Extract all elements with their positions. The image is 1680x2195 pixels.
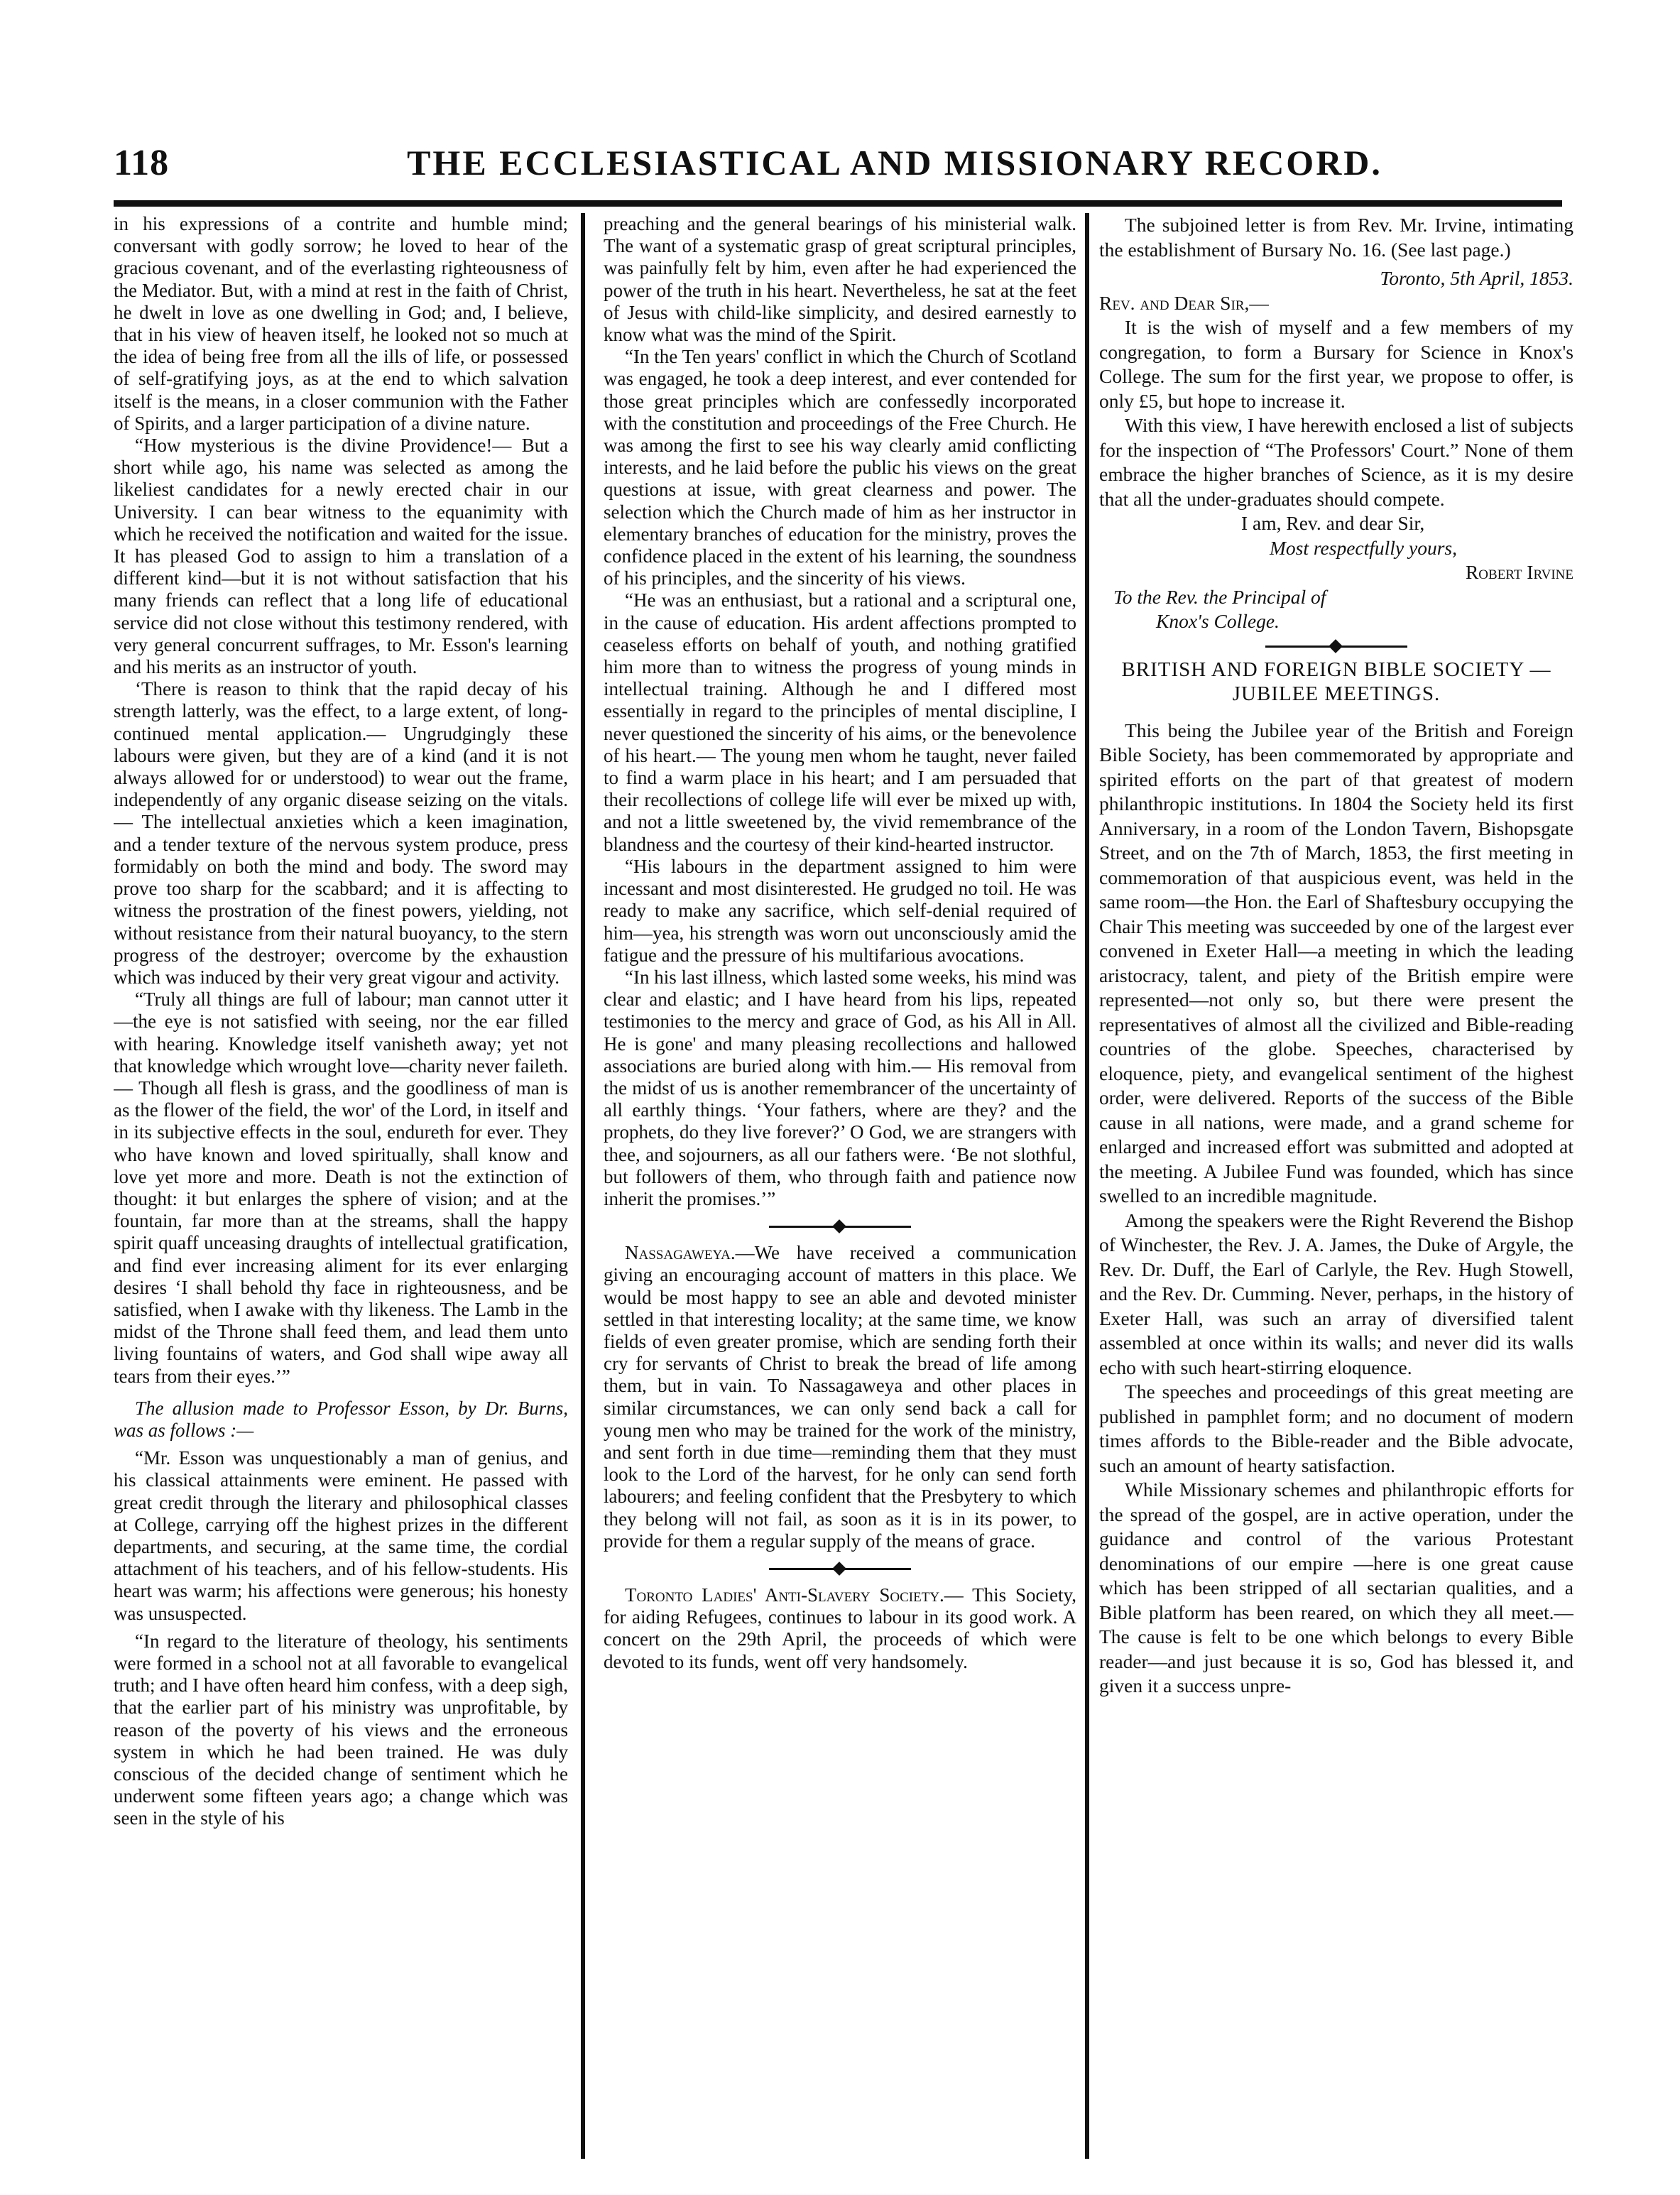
paragraph: “His labours in the department assigned to him were incessant and most disinterested. He grudged no toil. He was ready to make any sacrifice, which self-denial required of him—yea, his strength was worn out unconsciously amid the fatigue and the pressure of his multifarious avocations. (604, 855, 1076, 966)
paragraph: “He was an enthusiast, but a rational and a scriptural one, in the cause of education. His ardent affections prompted to ceaseless efforts on behalf of youth, and nothing gratified him more than to witness the progress of young minds in intellectual training. Although he and I differed most essentially in regard to the principles of mental discipline, I never questioned the sincerity of his aims, or the benevolence of his heart.— The young men whom he taught, never failed to find a warm place in his heart; and I am persuaded that their recollections of college life will ever be mixed up with, and not a little sweetened by, the vivid remembrance of the blandness and the courtesy of their kind-hearted instructor. (604, 589, 1076, 855)
news-item (604, 1242, 1076, 1552)
dateline: Toronto, 5th April, 1853. (1380, 267, 1573, 289)
column-left (114, 213, 568, 2159)
news-item-text: — This Society, for aiding Refugees, continues to labour in its good work. A concert on the 29th April, the proceeds of which were devoted to its funds, went off very handsomely. (604, 1584, 1076, 1672)
paragraph: “How mysterious is the divine Providence!— But a short while ago, his name was selected as among the likeliest candidates for a newly erected chair in our University. I can bear witness to the equanimity with which he received the notification and waited for the issue. It has pleased God to assign to him a translation of a different kind—but it is not without satisfaction that his many friends can reflect that a long life of educational service did not close without this testimony rendered, with very general concurrent suffrages, to Mr. Esson's learning and his merits as an instructor of youth. (114, 435, 568, 678)
paragraph: It is the wish of myself and a few members of my congregation, to form a Bursary for Science in Knox's College. The sum for the first year, we propose to offer, is only £5, but hope to increase it. (1099, 316, 1573, 412)
paragraph: The subjoined letter is from Rev. Mr. Irvine, intimating the establishment of Bursary No. 16. (See last page.) (1099, 214, 1573, 261)
paragraph: With this view, I have herewith enclosed a list of subjects for the inspection of “The Professors' Court.” None of them embrace the higher branches of Science, as it is my desire that all the under-graduates should compete. (1099, 414, 1573, 510)
section-title: BRITISH AND FOREIGN BIBLE SOCIETY —JUBILEE MEETINGS. (1121, 658, 1551, 705)
closing: Most respectfully yours, (1270, 536, 1458, 559)
news-item-text: —We have received a communication giving an encouraging account of matters in this place. We would be most happy to see an able and devoted minister settled in that interesting locality; at the same time, we know fields of even greater promise, which are sending forth their cry for servants of Christ to break the bread of life among them, but in vain. To Nassagaweya and other places in similar circumstances, we can only send back a call for young men who may be trained for the work of the ministry, and sent forth in due time—reminding them that they must look to the Lord of the harvest, for he only can send forth labourers; and feeling confident that the Presbytery to which they belong will not fail, as soon as it is in its power, to provide for them a regular supply of the means of grace. (604, 1242, 1076, 1552)
paragraph (114, 1630, 568, 1830)
column-divider (581, 213, 585, 2159)
section-separator (769, 1226, 911, 1228)
page-number: 118 (114, 143, 170, 183)
page-header (114, 142, 1527, 199)
paragraph: preaching and the general bearings of his ministerial walk. The want of a systematic grasp of great scriptural principles, was painfully felt by him, even after he had experienced the power of the truth in his heart. Nevertheless, he sat at the feet of Jesus with child-like simplicity, and desired earnestly to know what was the mind of the Spirit. (604, 213, 1076, 346)
header-rule (114, 200, 1562, 207)
news-item-label: Toronto Ladies' Anti-Slavery Society. (625, 1584, 944, 1606)
section-separator (1265, 646, 1407, 648)
paragraph: “In his last illness, which lasted some weeks, his mind was clear and elastic; and I have heard from his lips, repeated testimonies to the mercy and grace of God, as his All in All. He is gone' and many pleasing recollections and hallowed associations are buried along with him.— His removal from the midst of us is another remembrancer of the uncertainty of all earthly things. ‘Your fathers, where are they? and the prophets, do they live forever?’ O God, we are strangers with thee, and sojourners, as all our fathers were. ‘Be not slothful, but followers of them, who through faith and patience now inherit the promises.’” (604, 966, 1076, 1209)
paragraph: While Missionary schemes and philanthropic efforts for the spread of the gospel, are in active operation, under the guidance and control of the various Protestant denominations of our empire —here is one great cause which has been stripped of all sectarian qualities, and a Bible platform has been reared, on which they all meet.— The cause is felt to be one which belongs to every Bible reader—and just because it is so, God has blessed it, and given it a success unpre- (1099, 1478, 1573, 1696)
address: Knox's College. (1156, 610, 1280, 632)
paragraph: in his expressions of a contrite and humble mind; conversant with godly sorrow; he loved to hear of the gracious covenant, and of the everlasting righteousness of the Mediator. But, with a mind at rest in the faith of Christ, he dwelt in love as one dwelling in God; and, I believe, that in his view of heaven itself, he looked not so much at the idea of being free from all the ills of life, or possessed of self-gratifying joys, as at the end to which salvation itself is the means, in a closer communion with the Father of Spirits, and a larger participation of a divine nature. (114, 213, 568, 434)
paragraph: The speeches and proceedings of this great meeting are published in pamphlet form; and no document of modern times affords to the Bible-reader and the Bible advocate, such an amount of hearty satisfaction. (1099, 1380, 1573, 1476)
salutation: Rev. and Dear Sir,— (1099, 291, 1269, 314)
news-item-label: Nassagaweya. (625, 1242, 736, 1264)
paragraph: “Mr. Esson was unquestionably a man of genius, and his classical attainments were eminent. He passed with great credit through the literary and philosophical classes at College, carrying off the highest prizes in the different departments, and securing, at the same time, the cordial attachment of his teachers, and of his fellow-students. His heart was warm; his affections were generous; his honesty was unsuspected. (114, 1447, 568, 1624)
paragraph: This being the Jubilee year of the British and Foreign Bible Society, has been commemorated by appropriate and spirited efforts on the part of that greatest of modern philanthropic institutions. In 1804 the Society held its first Anniversary, in a room of the London Tavern, Bishopsgate Street, and on the 7th of March, 1853, the first meeting in commemoration of that auspicious event, was held in the same room—the Hon. the Earl of Shaftesbury occupying the Chair This meeting was succeeded by one of the largest ever convened in Exeter Hall—a meeting in which the leading aristocracy, talent, and piety of the British empire were represented—not only so, but there were present the representatives of almost all the civilized and Bible-reading countries of the globe. Speeches, characterised by eloquence, piety, and evangelical sentiment of the highest order, were delivered. Reports of the success of the Bible cause in all nations, were made, and a grand scheme for enlarged and increased effort was submitted and adopted at the meeting. A Jubilee Fund was founded, which has since swelled to an incredible magnitude. (1099, 719, 1573, 1207)
paragraph: “In the Ten years' conflict in which the Church of Scotland was engaged, he took a deep interest, and ever contended for those great principles which are confessedly incorporated with the constitution and proceedings of the Free Church. He was among the first to see his way clearly amid conflicting interests, and he laid before the public his views on the great questions at issue, with great clearness and power. The selection which the Church made of him as her instructor in elementary branches of education for the ministry, proves the confidence placed in the extent of his learning, the soundness of his principles, and the sincerity of his views. (604, 346, 1076, 589)
paragraph: Among the speakers were the Right Reverend the Bishop of Winchester, the Rev. J. A. James, the Duke of Argyle, the Rev. Dr. Duff, the Earl of Carlyle, the Rev. Hugh Stowell, and the Rev. Dr. Cumming. Never, perhaps, in the history of Exeter Hall, was such an array of diversified talent assembled at once within its walls; and never did its walls echo with such heart-stirring eloquence. (1099, 1209, 1573, 1378)
paragraph-text: “In regard to the literature of theology, his sentiments were formed in a school not at all favorable to evangelical truth; and I have often heard him confess, with a deep sigh, that the earlier part of his ministry was unprofitable, (114, 1630, 568, 1719)
address: To the Rev. the Principal of (1113, 585, 1326, 608)
column-right (1099, 213, 1573, 2159)
paragraph: ‘There is reason to think that the rapid decay of his strength latterly, was the effect, to a large extent, of long-continued mental application.— Ungrudgingly these labours were given, but they are of a kind (and it is not always allowed for or understood) to wear out the frame, independently of any organic disease seizing on the vitals.— The intellectual anxieties which a keen imagination, and a tender texture of the nervous system produce, press formidably on both the mind and body. The sword may prove too sharp for the scabbard; and it is affecting to witness the prostration of the finest powers, yielding, not without resistance from their natural buoyancy, to the stern progress of the destroyer; overcome by the exhaustion which was induced by their very great vigour and activity. (114, 678, 568, 988)
signature: Robert Irvine (1465, 561, 1573, 583)
column-middle (604, 213, 1076, 2159)
intro-line: The allusion made to Professor Esson, by Dr. Burns, was as follows :— (114, 1397, 568, 1441)
closing: I am, Rev. and dear Sir, (1241, 512, 1425, 534)
paragraph: “Truly all things are full of labour; man cannot utter it—the eye is not satisfied with seeing, nor the ear filled with hearing. Knowledge itself vanisheth away; yet not that knowledge which wrought love—charity never faileth.— Though all flesh is grass, and the goodliness of man is as the flower of the field, the wor' of the Lord, in itself and in its subjective effects in the soul, endureth for ever. They who have known and loved spiritually, shall know and love yet more and more. Death is not the extinction of thought: it but enlarges the sphere of vision; and at the fountain, far more than at the streams, shall the happy spirit quaff unceasing draughts of intellectual gratification, and find ever increasing aliment for its ever enlarging desires ‘I shall behold thy face in righteousness, and be satisfied, when I awake with thy likeness. The Lamb in the midst of the Throne shall feed them, and lead them unto living fountains of waters, and God shall wipe away all tears from their eyes.’” (114, 988, 568, 1387)
news-item (604, 1584, 1076, 1673)
running-head: THE ECCLESIASTICAL AND MISSIONARY RECORD. (407, 143, 1382, 183)
column-divider (1085, 213, 1089, 2159)
paragraph-text: by reason of the poverty of his views and the erroneous system in which he had been trained. He was duly conscious of the decided change of sentiment which he underwent some fifteen years ago; a change which was seen in the style of his (114, 1696, 568, 1829)
section-separator (769, 1568, 911, 1570)
